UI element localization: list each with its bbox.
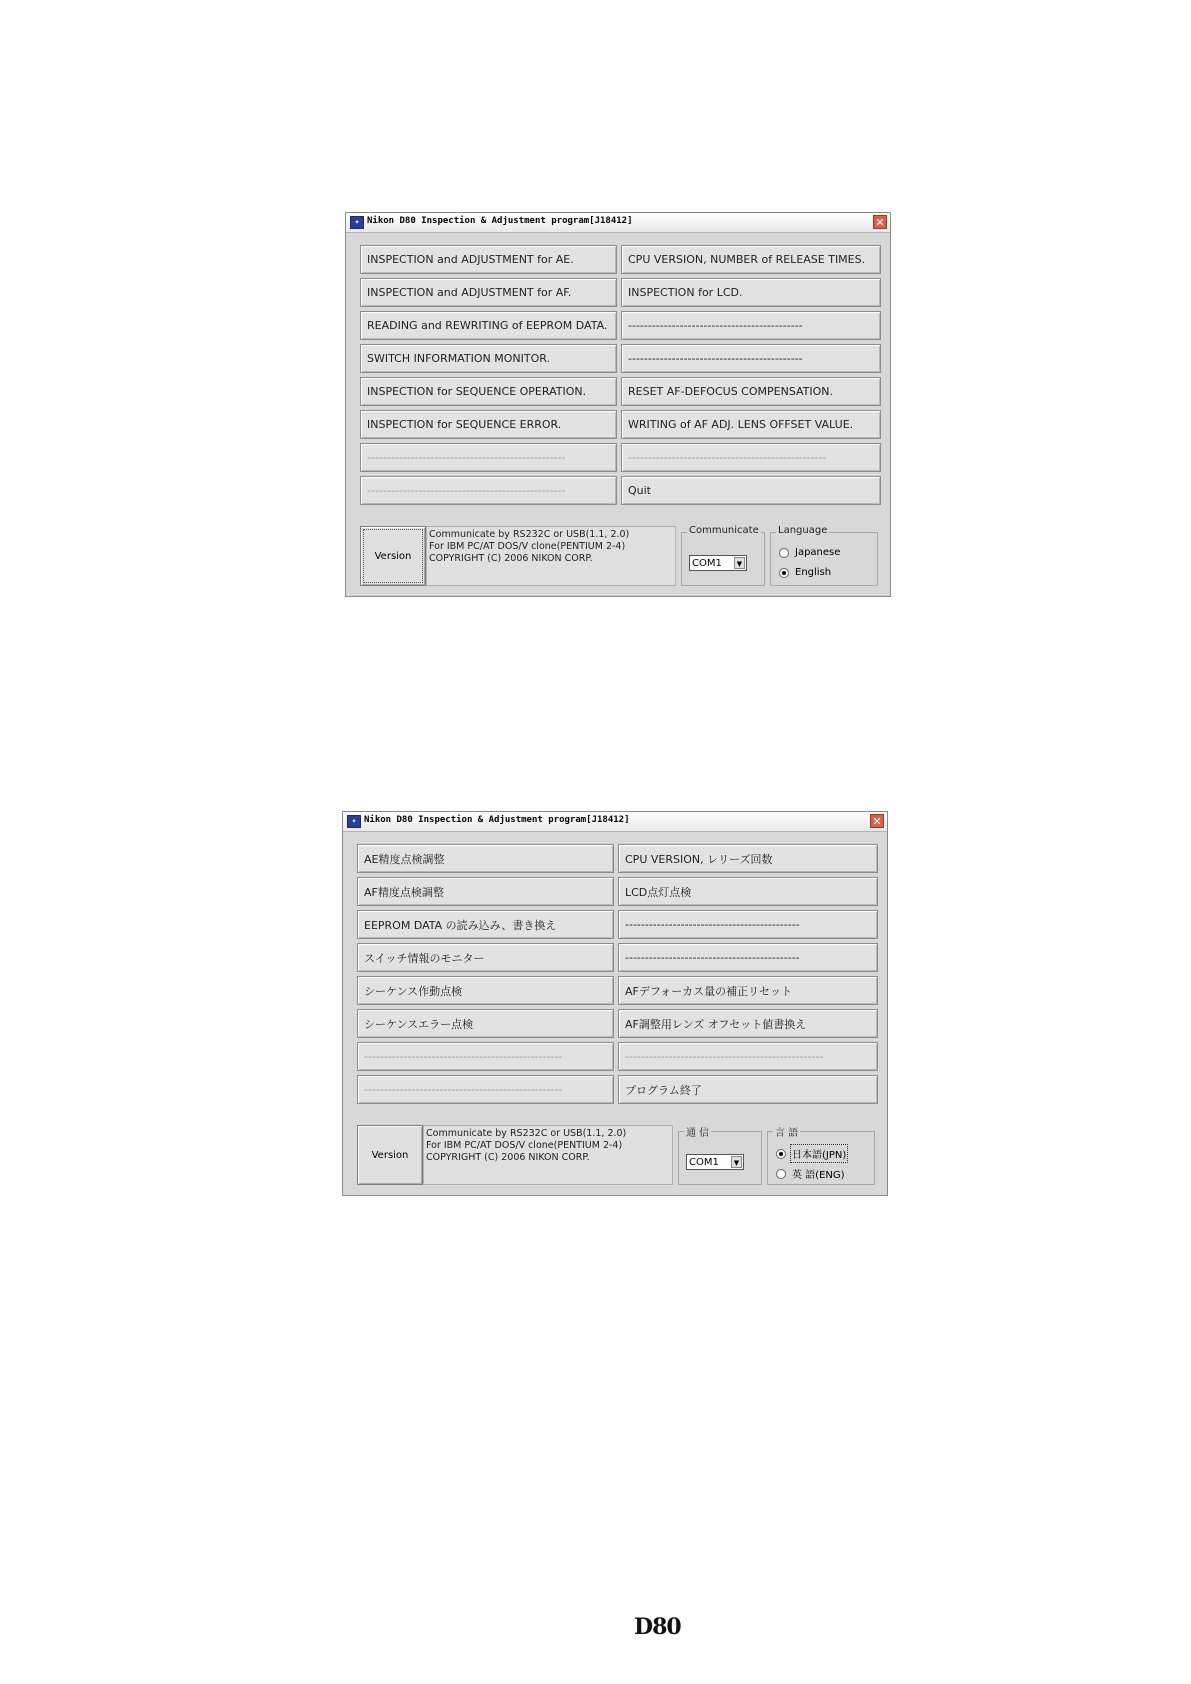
info-line: Communicate by RS232C or USB(1.1, 2.0): [426, 1128, 627, 1139]
command-button[interactable]: --------------------------------------------------: [621, 443, 881, 472]
command-button[interactable]: シーケンスエラー点検: [357, 1009, 614, 1038]
title-bar: [343, 812, 887, 832]
dropdown-arrow-icon[interactable]: ▼: [731, 1156, 742, 1168]
command-button[interactable]: CPU VERSION, レリーズ回数: [618, 844, 878, 873]
command-button[interactable]: INSPECTION and ADJUSTMENT for AE.: [360, 245, 617, 274]
port-select[interactable]: [686, 1154, 744, 1170]
port-value: COM1: [692, 558, 722, 569]
command-button[interactable]: プログラム終了: [618, 1075, 878, 1104]
command-button[interactable]: --------------------------------------------: [621, 344, 881, 373]
command-button[interactable]: シーケンス作動点検: [357, 976, 614, 1005]
radio-icon: [776, 1169, 786, 1179]
info-panel: [423, 1125, 673, 1185]
program-window-japanese: [342, 811, 888, 1196]
command-button[interactable]: CPU VERSION, NUMBER of RELEASE TIMES.: [621, 245, 881, 274]
version-button[interactable]: Version: [360, 526, 426, 586]
info-line: COPYRIGHT (C) 2006 NIKON CORP.: [426, 1152, 590, 1163]
command-button[interactable]: WRITING of AF ADJ. LENS OFFSET VALUE.: [621, 410, 881, 439]
info-line: COPYRIGHT (C) 2006 NIKON CORP.: [429, 553, 593, 564]
dropdown-arrow-icon[interactable]: ▼: [734, 557, 745, 569]
bottom-panel: [357, 1125, 879, 1185]
language-radio-japanese[interactable]: [779, 547, 840, 558]
command-button[interactable]: Quit: [621, 476, 881, 505]
program-window-english: [345, 212, 891, 597]
communicate-label: Communicate: [689, 525, 759, 536]
command-button[interactable]: スイッチ情報のモニター: [357, 943, 614, 972]
communicate-label: 通 信: [684, 1124, 711, 1139]
command-button[interactable]: AF精度点検調整: [357, 877, 614, 906]
command-button[interactable]: INSPECTION for LCD.: [621, 278, 881, 307]
language-radio-japanese[interactable]: [776, 1146, 846, 1161]
radio-selected-icon: [776, 1149, 786, 1159]
info-line: Communicate by RS232C or USB(1.1, 2.0): [429, 529, 630, 540]
radio-label: 日本語(JPN): [792, 1146, 846, 1161]
communicate-group: [681, 525, 765, 586]
port-value: COM1: [689, 1157, 719, 1168]
command-button[interactable]: --------------------------------------------: [618, 910, 878, 939]
language-radio-english[interactable]: [779, 567, 831, 578]
command-button[interactable]: AFデフォーカス量の補正リセット: [618, 976, 878, 1005]
window-title: Nikon D80 Inspection & Adjustment program[J18412]: [364, 815, 630, 825]
command-button-grid: [360, 245, 881, 505]
radio-selected-icon: [779, 568, 789, 578]
command-button[interactable]: --------------------------------------------------: [357, 1075, 614, 1104]
command-button[interactable]: --------------------------------------------------: [360, 476, 617, 505]
radio-icon: [779, 548, 789, 558]
app-icon: ✦: [350, 216, 364, 229]
language-group: [767, 1128, 875, 1185]
radio-label: English: [795, 567, 832, 578]
close-button[interactable]: ✕: [873, 215, 887, 229]
language-label: Language: [778, 525, 828, 536]
info-panel: [426, 526, 676, 586]
command-button[interactable]: --------------------------------------------------: [360, 443, 617, 472]
window-title: Nikon D80 Inspection & Adjustment program[J18412]: [367, 216, 633, 226]
command-button[interactable]: READING and REWRITING of EEPROM DATA.: [360, 311, 617, 340]
command-button[interactable]: RESET AF-DEFOCUS COMPENSATION.: [621, 377, 881, 406]
command-button[interactable]: --------------------------------------------: [621, 311, 881, 340]
command-button[interactable]: INSPECTION for SEQUENCE ERROR.: [360, 410, 617, 439]
title-bar: [346, 213, 890, 233]
command-button[interactable]: --------------------------------------------------: [357, 1042, 614, 1071]
radio-label: 英 語(ENG): [792, 1170, 845, 1181]
command-button[interactable]: --------------------------------------------: [618, 943, 878, 972]
language-label: 言 語: [773, 1124, 800, 1139]
port-select[interactable]: [689, 555, 747, 571]
d80-logo: D80: [634, 1614, 681, 1640]
info-line: For IBM PC/AT DOS/V clone(PENTIUM 2-4): [426, 1140, 623, 1151]
language-group: [770, 525, 878, 586]
bottom-panel: [360, 526, 882, 586]
command-button[interactable]: LCD点灯点検: [618, 877, 878, 906]
communicate-group: [678, 1128, 762, 1185]
close-button[interactable]: ✕: [870, 814, 884, 828]
command-button[interactable]: AE精度点検調整: [357, 844, 614, 873]
command-button[interactable]: SWITCH INFORMATION MONITOR.: [360, 344, 617, 373]
radio-label: Japanese: [795, 547, 841, 558]
command-button-grid: [357, 844, 878, 1104]
info-line: For IBM PC/AT DOS/V clone(PENTIUM 2-4): [429, 541, 626, 552]
command-button[interactable]: EEPROM DATA の読み込み、書き換え: [357, 910, 614, 939]
command-button[interactable]: --------------------------------------------------: [618, 1042, 878, 1071]
app-icon: ✦: [347, 815, 361, 828]
command-button[interactable]: AF調整用レンズ オフセット値書換え: [618, 1009, 878, 1038]
version-button[interactable]: Version: [357, 1125, 423, 1185]
command-button[interactable]: INSPECTION for SEQUENCE OPERATION.: [360, 377, 617, 406]
command-button[interactable]: INSPECTION and ADJUSTMENT for AF.: [360, 278, 617, 307]
language-radio-english[interactable]: [776, 1166, 845, 1181]
